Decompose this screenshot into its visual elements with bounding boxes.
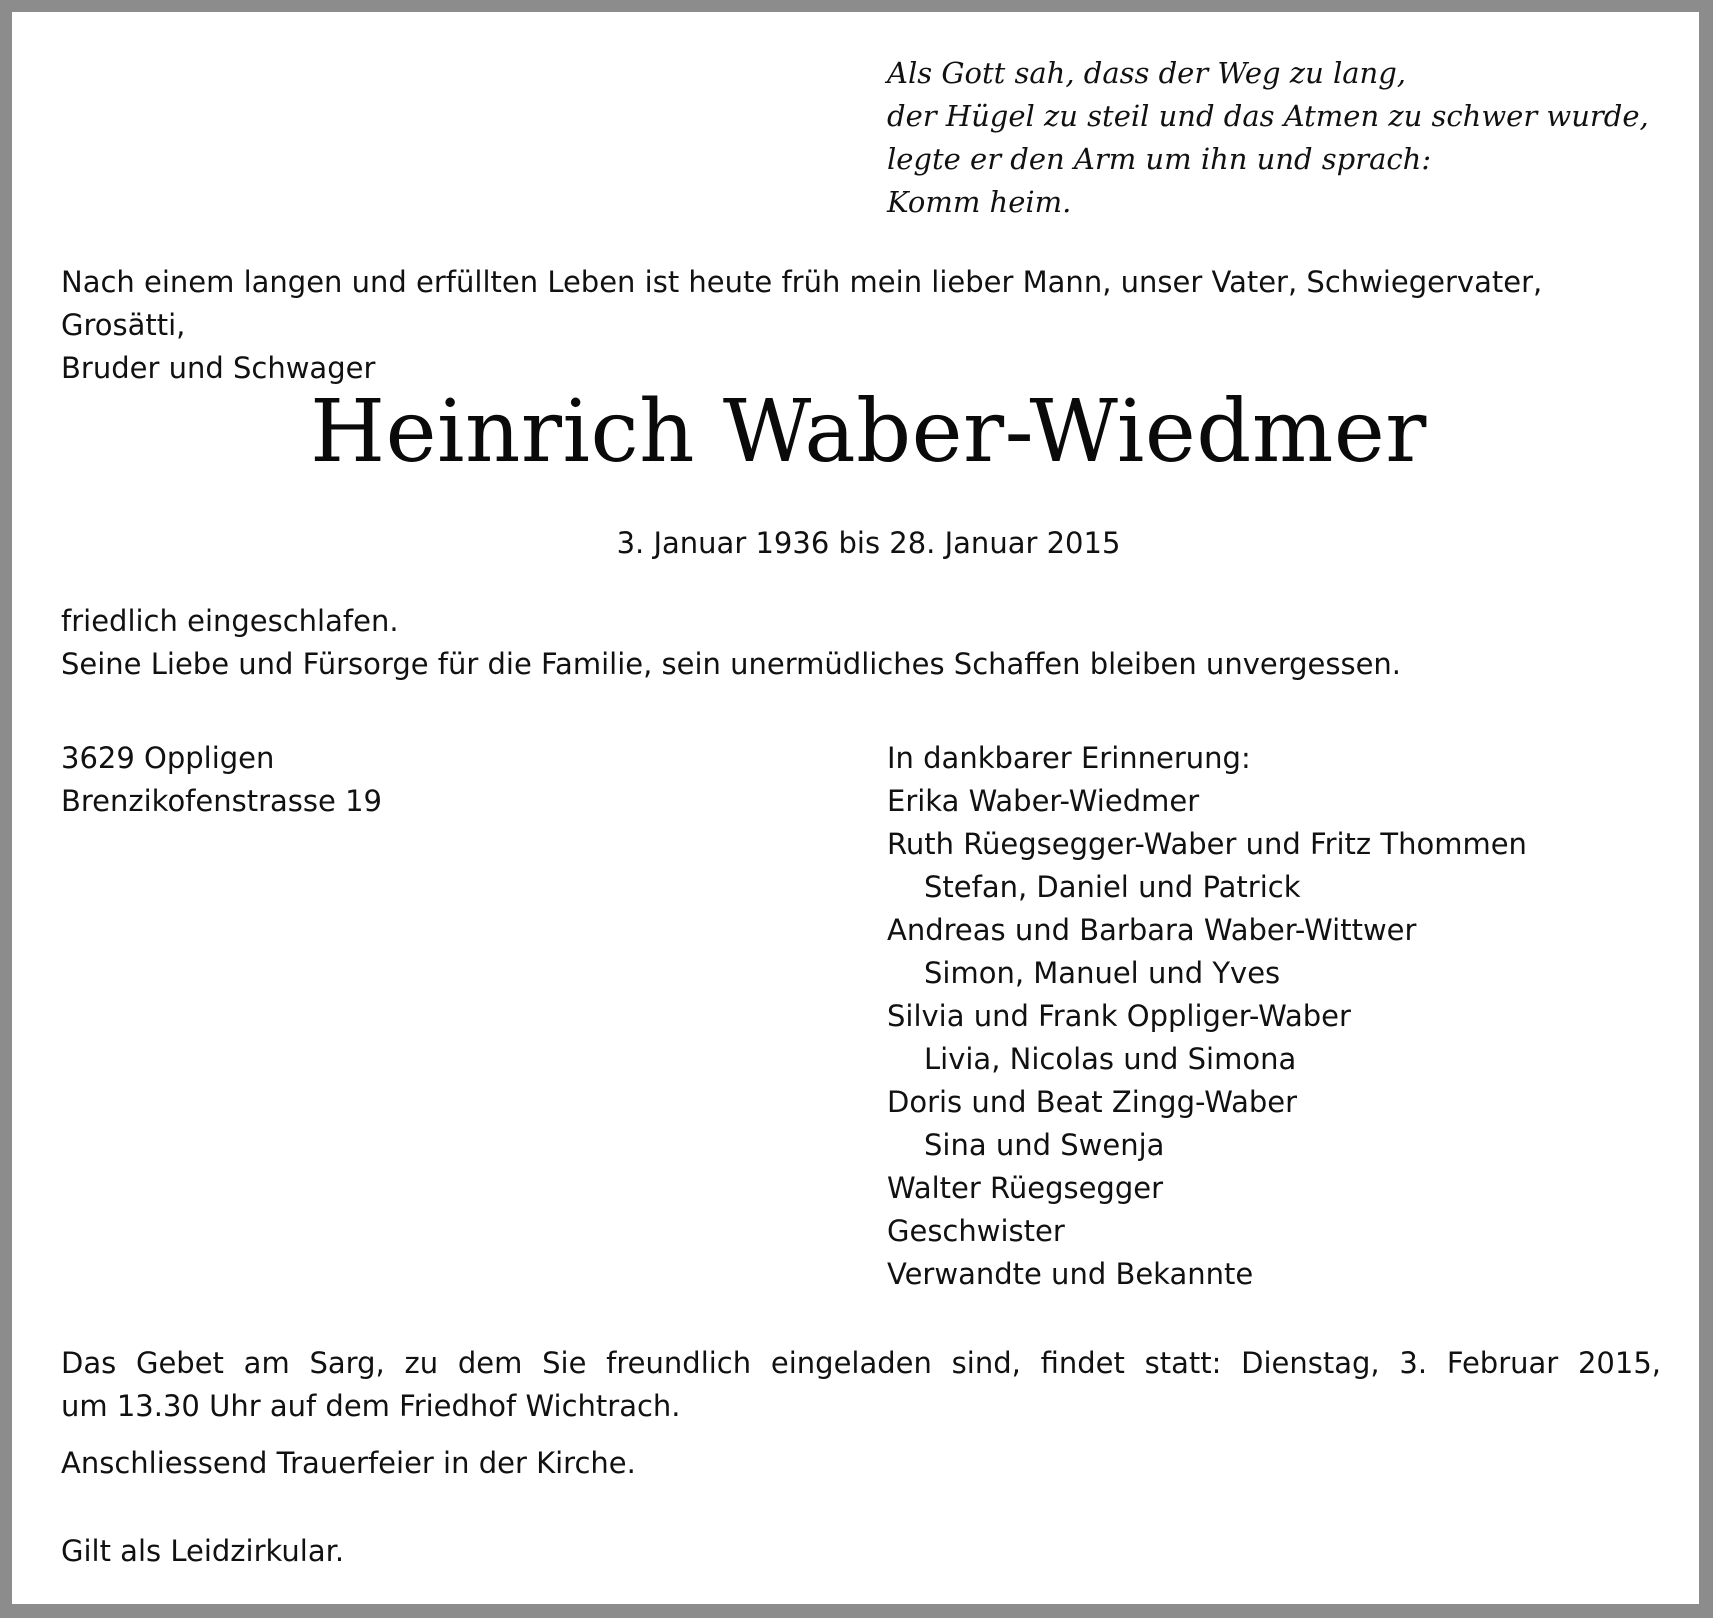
poem-verse [887, 52, 1649, 224]
mourner-entry: Andreas und Barbara Waber-Wittwer [887, 913, 1417, 947]
mourner-children-entry: Stefan, Daniel und Patrick [924, 870, 1301, 904]
deceased-name: Heinrich Waber-Wiedmer [310, 382, 1427, 482]
obituary-notice [12, 12, 1699, 1604]
intro-paragraph [61, 261, 1661, 390]
poem-line: Komm heim. [887, 185, 1072, 219]
closing-paragraph [61, 600, 1661, 686]
mourner-entry: Doris und Beat Zingg-Waber [887, 1085, 1298, 1119]
service-line: um 13.30 Uhr auf dem Friedhof Wichtrach. [61, 1389, 681, 1423]
address-street: Brenzikofenstrasse 19 [61, 784, 382, 818]
service-line: Das Gebet am Sarg, zu dem Sie freundlich eingeladen sind, findet statt: Dienstag, 3. Februar 2015, [61, 1346, 1661, 1380]
mourner-children-entry: Simon, Manuel und Yves [924, 956, 1281, 990]
life-dates: 3. Januar 1936 bis 28. Januar 2015 [616, 526, 1121, 560]
mourner-entry: Verwandte und Bekannte [887, 1257, 1254, 1291]
intro-line: Nach einem langen und erfüllten Leben ist heute früh mein lieber Mann, unser Vater, Schwiegervater, Grosätti, [61, 265, 1543, 342]
poem-line: Als Gott sah, dass der Weg zu lang, [887, 56, 1406, 90]
service-paragraph [61, 1342, 1661, 1428]
poem-line: legte er den Arm um ihn und sprach: [887, 142, 1432, 176]
mourners-heading: In dankbarer Erinnerung: [887, 741, 1251, 775]
mourner-entry: Walter Rüegsegger [887, 1171, 1164, 1205]
mourner-entry: Erika Waber-Wiedmer [887, 784, 1200, 818]
closing-line: friedlich eingeschlafen. [61, 604, 399, 638]
mourner-children-entry: Sina und Swenja [924, 1128, 1165, 1162]
funeral-note: Anschliessend Trauerfeier in der Kirche. [61, 1446, 636, 1480]
poem-line: der Hügel zu steil und das Atmen zu schwer wurde, [887, 99, 1649, 133]
address-city: 3629 Oppligen [61, 741, 275, 775]
intro-line: Bruder und Schwager [61, 351, 376, 385]
closing-line: Seine Liebe und Fürsorge für die Familie, sein unermüdliches Schaffen bleiben unvergessen. [61, 647, 1402, 681]
mourner-children-entry: Livia, Nicolas und Simona [924, 1042, 1297, 1076]
mourner-entry: Ruth Rüegsegger-Waber und Fritz Thommen [887, 827, 1527, 861]
mourner-entry: Silvia und Frank Oppliger-Waber [887, 999, 1351, 1033]
address-block [61, 737, 382, 823]
mourners-list [887, 737, 1527, 1296]
mourner-entry: Geschwister [887, 1214, 1065, 1248]
circular-note: Gilt als Leidzirkular. [61, 1534, 345, 1568]
